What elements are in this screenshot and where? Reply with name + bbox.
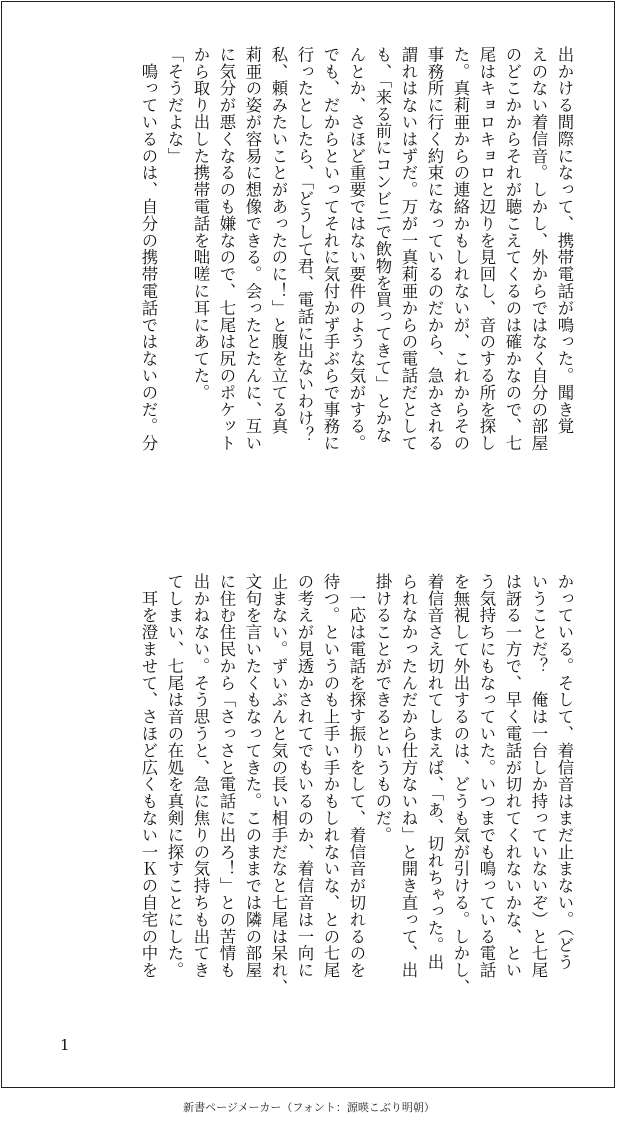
vertical-text-lower-block: かっている。そして、着信音はまだ止まない。（どう いうことだ？ 俺は一台しか持っていないぞ）と七尾 は訝る一方で、早く電話が切れてくれないかな、とい う気持ちにもなっていた。いつまでも鳴っている電話 を無視して外出するのは、どうも気が引ける。しかし、 着信音さえ切れてしまえば、「あ、切れちゃった。出 られなかったんだから仕方ないね」と開き直って、出 掛けることができるというものだ。 一応は電話を探す振りをして、着信音が切れるのを 待つ。というのも上手い手かもしれないな、との七尾 の考えが見透かされてでもいるのか、着信音は一向に 止まない。ずいぶんと気の長い相手だなと七尾は呆れ、 文句を言いたくもなってきた。このままでは隣の部屋 に住む住民から「さっさと電話に出ろ！」との苦情も 出かねない。そう思うと、急に焦りの気持ちも出てき てしまい、七尾は音の在処を真剣に探すことにした。 耳を澄ませて、さほど広くもない一Ｋの自宅の中を: [139, 573, 574, 996]
footer-caption: 新書ページメーカー（フォント：源暎こぶり明朝）: [183, 1101, 435, 1114]
page-number: 1: [60, 1036, 70, 1054]
book-page: [1, 1, 615, 1088]
vertical-text-upper-block: 出かける間際になって、携帯電話が鳴った。聞き覚 えのない着信音。しかし、外からではなく自分の部屋 のどこかからそれが聴こえてくるのは確かなので、七 尾はキョロキョロと辺りを見回し、音のする所を探し た。真莉亜からの連絡かもしれないが、これからその 事務所に行く約束になっているのだから、急かされる 謂れはないはずだ。万が一真莉亜からの電話だとして も、「来る前にコンビニで飲物を買ってきて」とかな んとか、さほど重要ではない要件のような気がする。 でも、だからといってそれに気付かず手ぶらで事務に 行ったとしたら、「どうして君、電話に出ないわけ？ 私、頼みたいことがあったのに！」と腹を立てる真 莉亜の姿が容易に想像できる。会ったとたんに、互い に気分が悪くなるのも嫌なので、七尾は尻のポケット から取り出した携帯電話を咄嗟に耳にあてた。 「そうだよな」 鳴っているのは、自分の携帯電話ではないのだ。分: [139, 46, 574, 452]
